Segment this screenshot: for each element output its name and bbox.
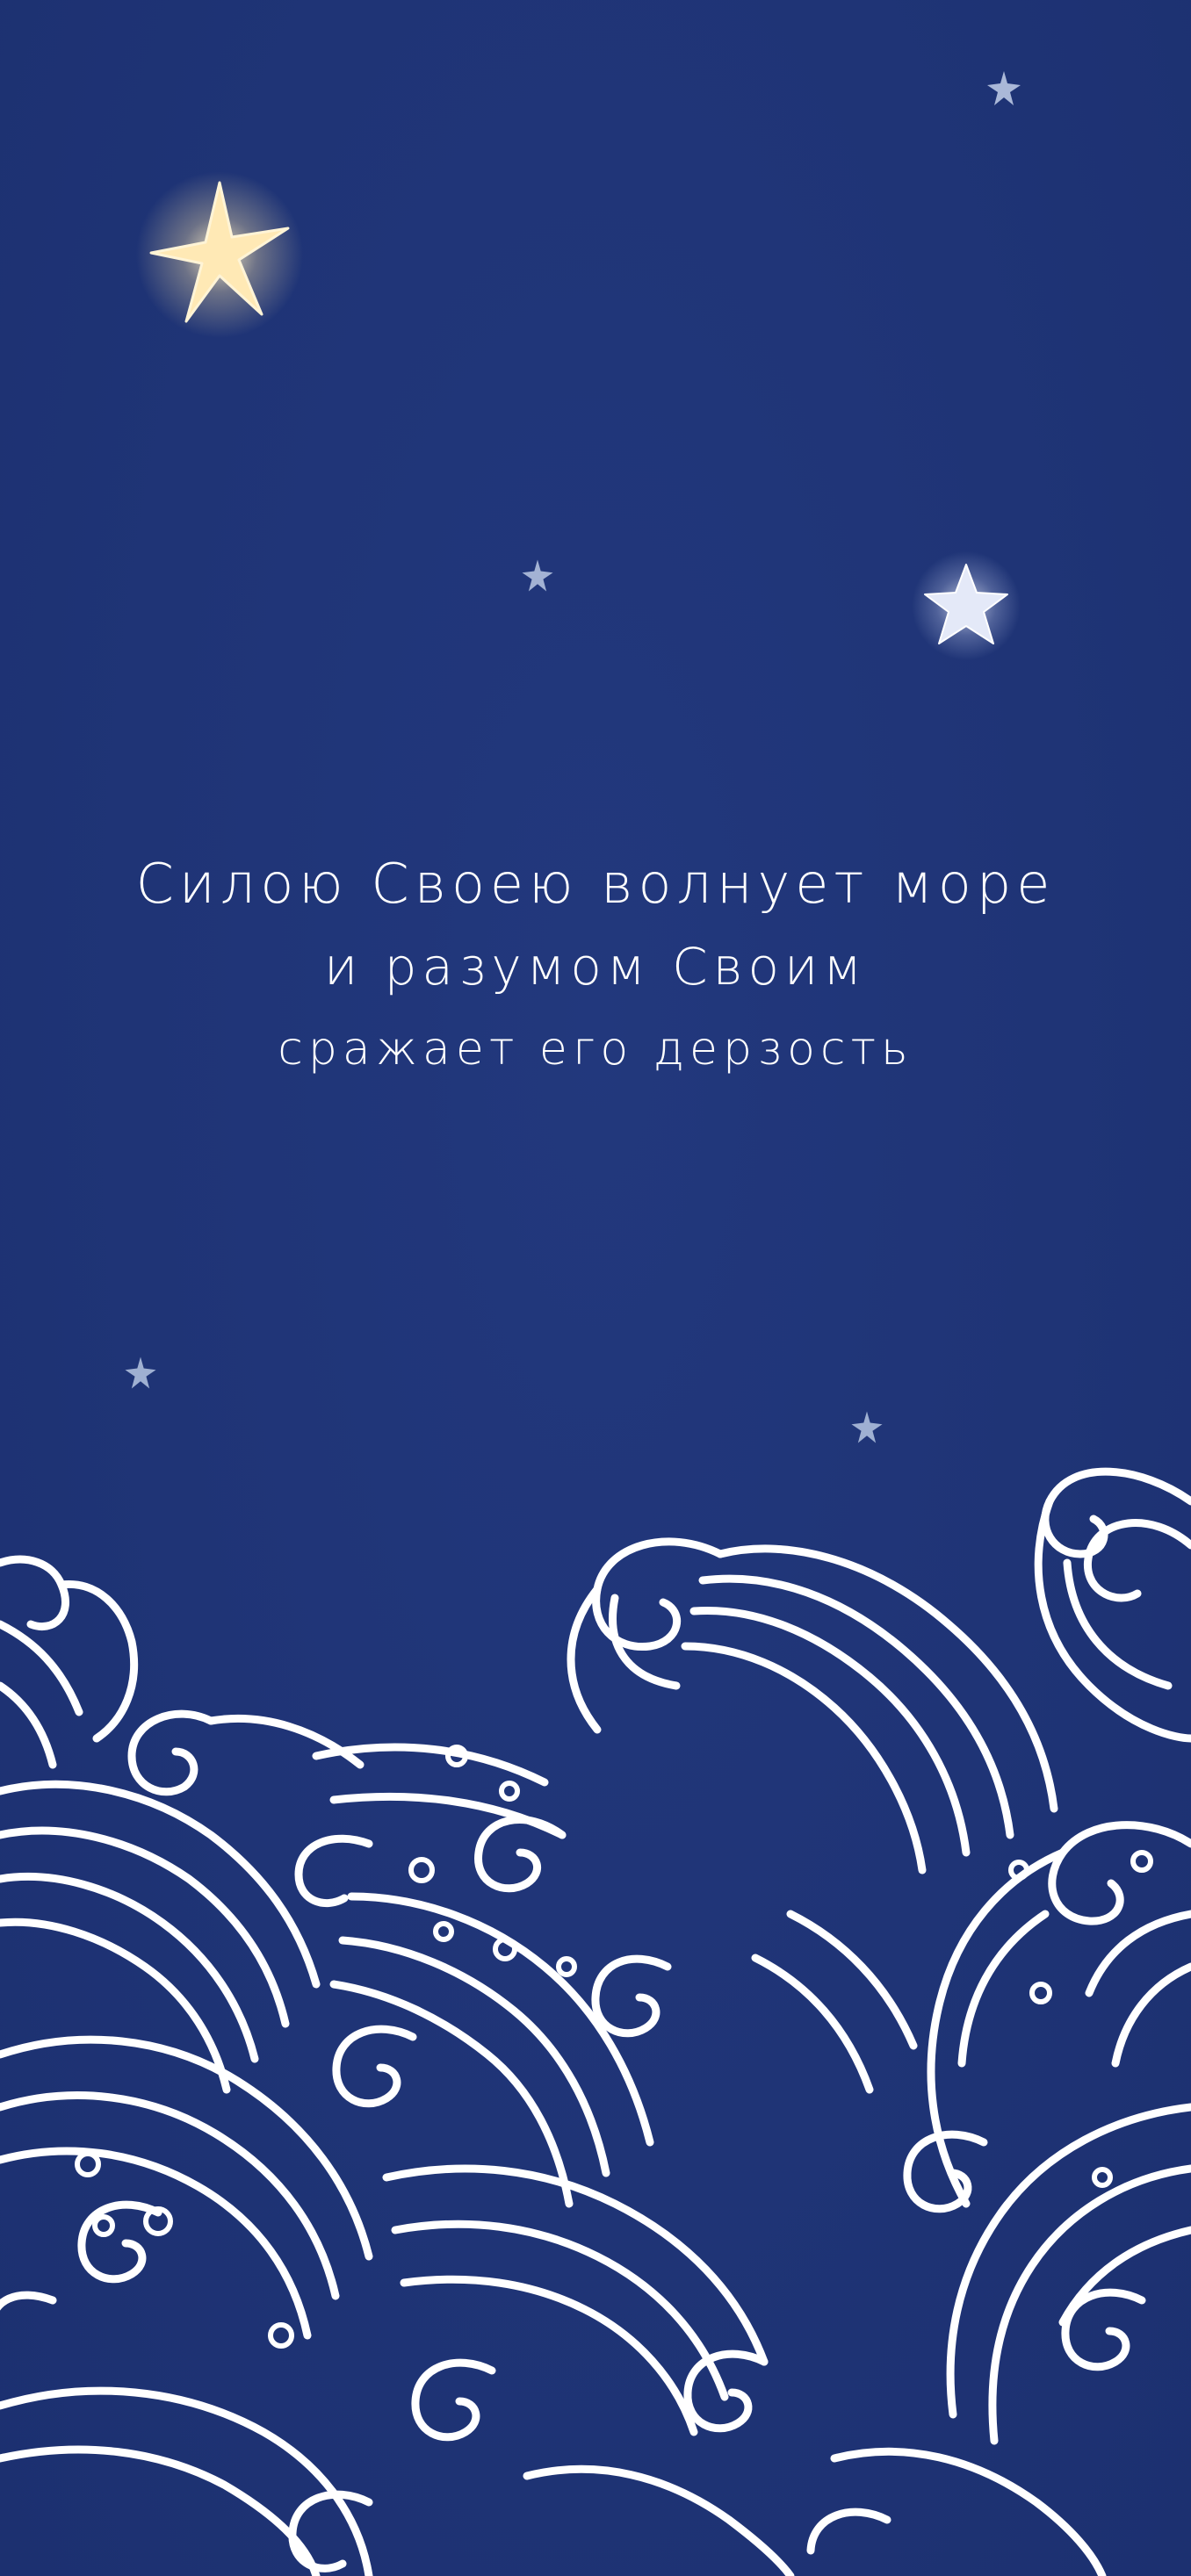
wave-crest <box>1065 2292 1142 2367</box>
wave-line <box>755 1958 870 2090</box>
wave-line <box>1115 1967 1191 2063</box>
sparkle-star-icon <box>516 555 559 597</box>
quote-line-2: и разумом Своим <box>323 937 868 997</box>
wave-line <box>211 1718 360 1765</box>
wave-crest <box>132 1714 211 1792</box>
glowing-starfish-icon <box>132 167 307 342</box>
wave-crest <box>596 1959 668 2033</box>
foam-bubble <box>436 1924 451 1939</box>
ocean-waves-illustration <box>0 1422 1191 2576</box>
wave-crest <box>0 2295 53 2327</box>
wave-line <box>950 2107 1191 2414</box>
wave-crest <box>1087 1523 1191 1598</box>
wave-line <box>334 1796 562 1835</box>
foam-bubble <box>77 2154 98 2175</box>
wave-line <box>0 2391 369 2576</box>
wave-line <box>1038 1501 1191 1738</box>
wave-line <box>694 1610 966 1853</box>
quote-line-3: сражает его дерзость <box>278 1023 913 1076</box>
foam-bubble <box>1094 2169 1110 2185</box>
scripture-quote <box>0 843 1191 1090</box>
wave-line <box>0 2096 336 2296</box>
foam-bubble <box>271 2325 292 2346</box>
sparkle-star-icon <box>119 1352 162 1394</box>
foam-bubble <box>1011 1862 1027 1878</box>
wave-line <box>685 1646 922 1870</box>
wave-line <box>1067 1563 1168 1686</box>
foam-bubble <box>559 1959 574 1975</box>
wave-crest <box>811 2512 887 2551</box>
wave-line <box>790 1914 913 2046</box>
wave-line <box>1089 1914 1191 1993</box>
wave-crest <box>61 1584 134 1738</box>
wave-line <box>404 2279 694 2432</box>
foam-bubble <box>1133 1853 1151 1870</box>
pale-star-icon <box>909 549 1023 663</box>
foam-bubble <box>411 1860 432 1881</box>
quote-line-1: Силою Своею волнует море <box>135 852 1056 916</box>
wave-line <box>395 2224 725 2397</box>
wave-crest <box>415 2363 492 2437</box>
wave-line <box>0 2151 307 2335</box>
foam-bubble <box>502 1783 517 1799</box>
wave-crest <box>1045 1471 1191 1554</box>
wave-crest <box>336 2029 413 2104</box>
wave-line <box>0 1784 316 1984</box>
wave-line <box>931 1853 1063 2204</box>
wave-line <box>0 1686 53 1765</box>
wave-crest <box>0 1559 66 1626</box>
wave-crest <box>479 1820 562 1889</box>
foam-bubble <box>1032 1984 1050 2002</box>
wave-line <box>992 2169 1191 2441</box>
sparkle-star-icon <box>981 66 1027 112</box>
foam-bubble <box>95 2217 112 2234</box>
wave-line <box>316 1747 545 1782</box>
wave-line <box>0 2450 316 2576</box>
wave-line <box>527 2469 790 2576</box>
wave-line <box>1063 2230 1191 2322</box>
wave-crest <box>1052 1825 1191 1921</box>
wave-line <box>386 2169 764 2362</box>
